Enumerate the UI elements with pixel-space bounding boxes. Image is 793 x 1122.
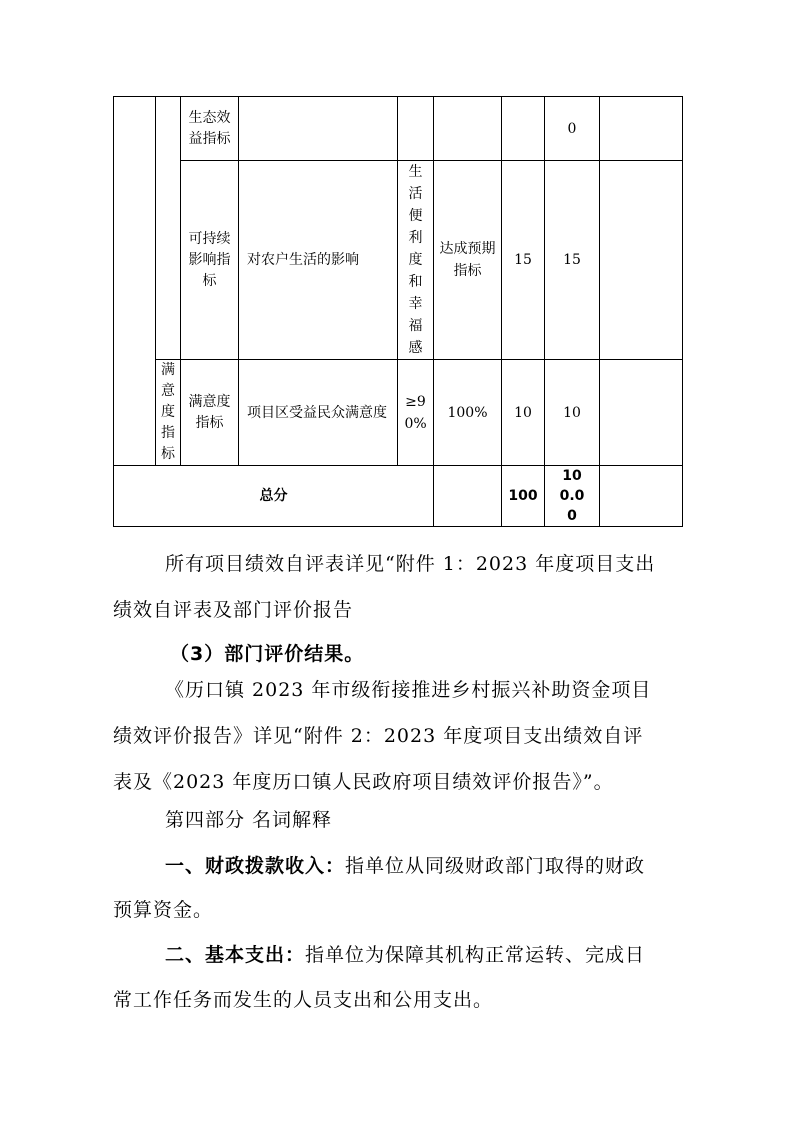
satisfaction-target-cell — [398, 360, 434, 466]
table-row-satisfaction — [114, 360, 683, 466]
sustain-target-label: 生活便利度和幸福感 — [408, 164, 423, 356]
definition-1-term: 一、财政拨款收入： — [165, 855, 346, 877]
definition-1-text: 指单位从同级财政部门取得的财政 — [345, 855, 646, 877]
total-weight-cell: 100 — [502, 466, 545, 527]
satisfaction-target-label: ≥90% — [404, 393, 427, 432]
eco-indicator-cell — [181, 97, 239, 161]
satisfaction-category-cell — [156, 360, 181, 466]
eco-indicator-label: 生态效益指标 — [188, 109, 231, 147]
part4-heading: 第四部分 名词解释 — [165, 809, 333, 831]
definition-1-line2: 预算资金。 — [113, 899, 214, 921]
satisfaction-expected-cell: 100% — [434, 360, 502, 466]
eco-expected-cell — [434, 97, 502, 161]
table-row-total — [114, 466, 683, 527]
sustain-indicator-label: 可持续影响指标 — [188, 230, 231, 289]
paragraph-report-line3: 表及《2023 年度历口镇人民政府项目绩效评价报告》”。 — [113, 771, 614, 793]
definition-2-line2: 常工作任务而发生的人员支出和公用支出。 — [113, 989, 494, 1011]
total-score-label: 100.00 — [559, 468, 585, 524]
satisfaction-remark-cell — [600, 360, 683, 466]
total-remark-cell — [600, 466, 683, 527]
satisfaction-content-label: 项目区受益民众满意度 — [247, 404, 387, 421]
table-row-sustain — [114, 161, 683, 360]
satisfaction-score-cell: 10 — [545, 360, 600, 466]
sustain-expected-label: 达成预期指标 — [439, 241, 496, 279]
definition-2-line1 — [165, 932, 705, 978]
satisfaction-category-label: 满意度指标 — [161, 362, 175, 462]
total-label-cell: 总分 — [114, 466, 434, 527]
sustain-remark-cell — [600, 161, 683, 360]
satisfaction-content-cell — [239, 360, 398, 466]
empty-cell-col2 — [156, 97, 181, 360]
eco-remark-cell — [600, 97, 683, 161]
eco-target-cell — [398, 97, 434, 161]
sustain-score-cell: 15 — [545, 161, 600, 360]
paragraph-attachment1-line1: 所有项目绩效自评表详见“附件 1：2023 年度项目支出 — [165, 553, 656, 575]
paragraph-report-line2: 绩效评价报告》详见“附件 2：2023 年度项目支出绩效自评 — [113, 725, 644, 747]
sustain-content-cell: 对农户生活的影响 — [239, 161, 398, 360]
satisfaction-indicator-label: 满意度指标 — [188, 393, 231, 431]
eco-weight-cell — [502, 97, 545, 161]
definition-1-line1 — [165, 843, 705, 889]
empty-cell-col1 — [114, 97, 156, 466]
total-expected-cell — [434, 466, 502, 527]
satisfaction-indicator-cell — [181, 360, 239, 466]
sustain-expected-cell — [434, 161, 502, 360]
paragraph-attachment1-line2: 绩效自评表及部门评价报告 — [113, 599, 354, 621]
section-heading-3: （3）部门评价结果。 — [170, 643, 365, 665]
eco-content-cell — [239, 97, 398, 161]
table-row-eco — [114, 97, 683, 161]
eco-score-cell: 0 — [545, 97, 600, 161]
sustain-target-cell — [398, 161, 434, 360]
definition-2-text: 指单位为保障其机构正常运转、完成日 — [305, 944, 646, 966]
sustain-weight-cell: 15 — [502, 161, 545, 360]
definition-2-term: 二、基本支出： — [165, 944, 306, 966]
sustain-indicator-cell — [181, 161, 239, 360]
total-score-cell — [545, 466, 600, 527]
performance-table — [113, 96, 683, 527]
paragraph-report-line1: 《历口镇 2023 年市级衔接推进乡村振兴补助资金项目 — [165, 679, 652, 701]
satisfaction-weight-cell: 10 — [502, 360, 545, 466]
